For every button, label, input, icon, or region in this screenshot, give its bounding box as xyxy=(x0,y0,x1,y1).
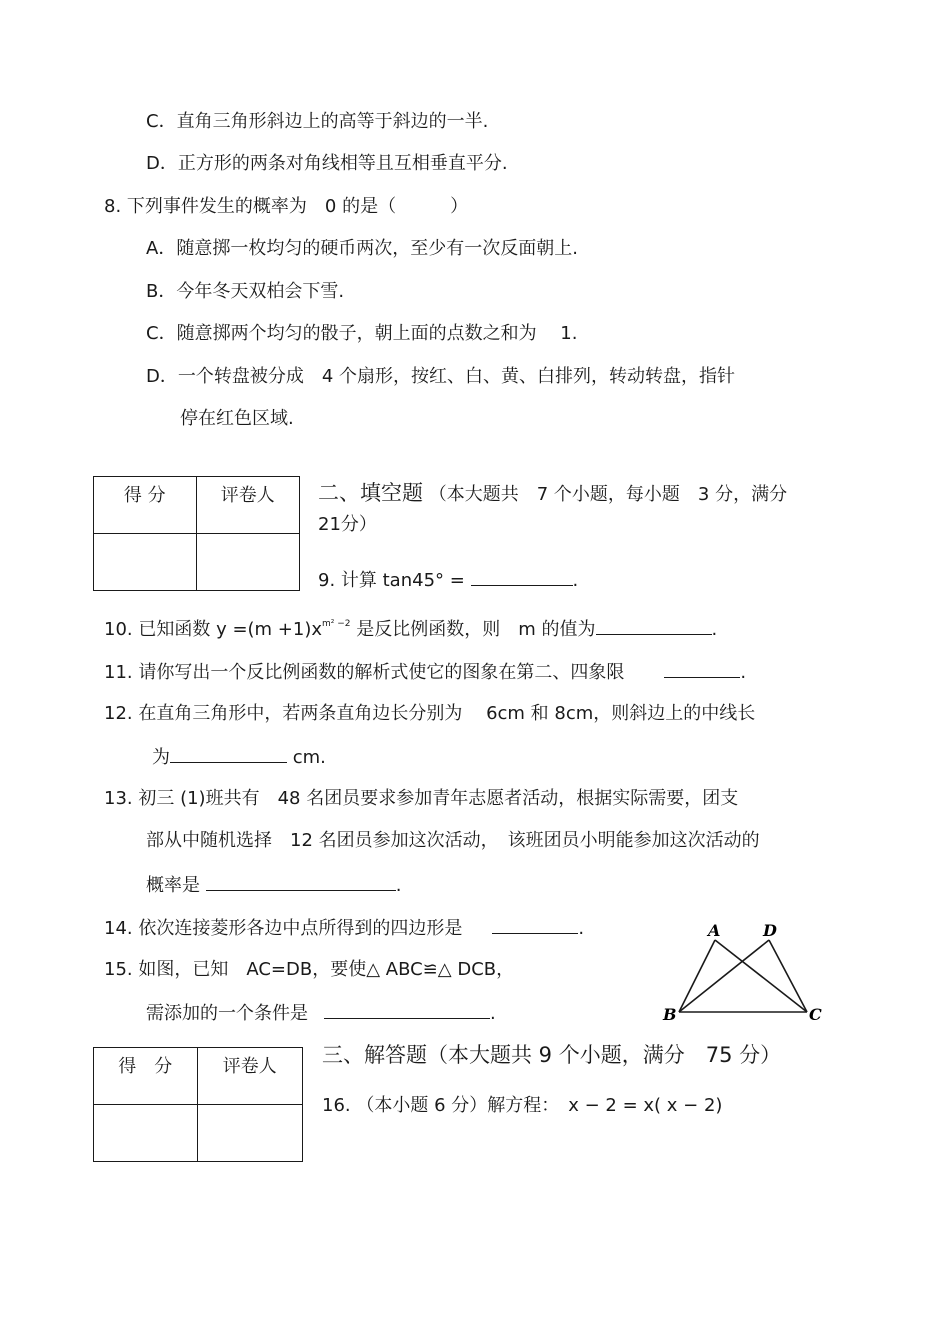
q8-stem: 8. 下列事件发生的概率为 0 的是（ ） xyxy=(104,196,469,217)
q16: 16. （本小题 6 分）解方程： x − 2 = x( x − 2) xyxy=(322,1095,723,1116)
section-2-note: （本大题共 7 个小题，每小题 3 分，满分 xyxy=(428,484,788,505)
section-2-title: 二、填空题 xyxy=(318,481,423,505)
score-cell-2[interactable] xyxy=(94,1105,198,1162)
q9-text: 9. 计算 tan45° = xyxy=(318,570,471,591)
triangle-figure xyxy=(655,920,835,1030)
q13-prefix: 概率是 xyxy=(146,875,206,896)
segment-ab xyxy=(679,940,715,1012)
q9 xyxy=(318,567,578,593)
vertex-label-a: A xyxy=(708,921,721,940)
score-table-1 xyxy=(93,476,300,591)
q15-answer-blank[interactable] xyxy=(324,1000,490,1019)
q9-answer-blank[interactable] xyxy=(471,567,573,586)
q14-end: . xyxy=(578,918,585,939)
q9-end: . xyxy=(572,570,579,591)
q7-option-d: D．正方形的两条对角线相等且互相垂直平分. xyxy=(146,153,508,174)
q15-line1: 15. 如图，已知 AC=DB，要使△ ABC≌△ DCB， xyxy=(104,959,515,980)
q14 xyxy=(104,915,584,941)
q10-end: . xyxy=(711,619,718,640)
score-table-2 xyxy=(93,1047,303,1162)
vertex-label-b: B xyxy=(663,1005,677,1024)
q13-line1: 13. 初三 (1)班共有 48 名团员要求参加青年志愿者活动，根据实际需要，团支 xyxy=(104,788,739,809)
q12-line1: 12. 在直角三角形中，若两条直角边长分别为 6cm 和 8cm，则斜边上的中线长 xyxy=(104,703,756,724)
segment-dc xyxy=(769,940,807,1012)
score-cell[interactable] xyxy=(94,534,197,591)
grader-header: 评卷人 xyxy=(196,477,300,534)
section-2-header xyxy=(318,481,787,507)
q11-answer-blank[interactable] xyxy=(664,659,740,678)
score-header-2: 得 分 xyxy=(94,1048,198,1105)
q12-unit: cm. xyxy=(287,747,326,768)
score-header: 得 分 xyxy=(94,477,197,534)
q15-end: . xyxy=(490,1003,496,1024)
q11 xyxy=(104,659,746,685)
q15-prefix: 需添加的一个条件是 xyxy=(146,1003,308,1024)
q13-line3 xyxy=(146,872,401,898)
q12-prefix: 为 xyxy=(152,747,170,768)
q13-line2: 部从中随机选择 12 名团员参加这次活动， 该班团员小明能参加这次活动的 xyxy=(146,830,760,851)
q14-answer-blank[interactable] xyxy=(492,915,578,934)
segment-bd xyxy=(679,940,769,1012)
q8-option-d-line2: 停在红色区域. xyxy=(180,408,294,429)
section-2-note-cont: 21分） xyxy=(318,514,377,535)
q8-option-d-line1: D．一个转盘被分成 4 个扇形，按红、白、黄、白排列，转动转盘，指针 xyxy=(146,366,736,387)
q10 xyxy=(104,614,717,642)
q12-answer-blank[interactable] xyxy=(170,744,287,763)
q12-line2 xyxy=(152,744,326,770)
q15-line2 xyxy=(146,1000,496,1026)
q8-option-c: C．随意掷两个均匀的骰子，朝上面的点数之和为 1. xyxy=(146,323,578,344)
grader-header-2: 评卷人 xyxy=(197,1048,302,1105)
q8-option-a: A．随意掷一枚均匀的硬币两次，至少有一次反面朝上. xyxy=(146,238,579,259)
vertex-label-c: C xyxy=(809,1005,822,1024)
q11-end: . xyxy=(740,662,747,683)
q8-option-b: B．今年冬天双柏会下雪. xyxy=(146,281,345,302)
q10-suffix: 是反比例函数，则 m 的值为 xyxy=(350,619,596,640)
grader-cell-2[interactable] xyxy=(197,1105,302,1162)
q10-exponent: m² −2 xyxy=(322,619,351,629)
vertex-label-d: D xyxy=(763,921,777,940)
q13-answer-blank[interactable] xyxy=(206,872,396,891)
q7-option-c: C．直角三角形斜边上的高等于斜边的一半. xyxy=(146,111,489,132)
q10-answer-blank[interactable] xyxy=(596,616,712,635)
segment-ac xyxy=(715,940,807,1012)
q13-end: . xyxy=(395,875,402,896)
q14-text: 14. 依次连接菱形各边中点所得到的四边形是 xyxy=(104,918,463,939)
section-3-title: 三、解答题（本大题共 9 个小题，满分 75 分） xyxy=(322,1043,782,1067)
grader-cell[interactable] xyxy=(196,534,300,591)
q10-prefix: 10. 已知函数 y =(m +1)x xyxy=(104,619,323,640)
q11-text: 11. 请你写出一个反比例函数的解析式使它的图象在第二、四象限 xyxy=(104,662,625,683)
